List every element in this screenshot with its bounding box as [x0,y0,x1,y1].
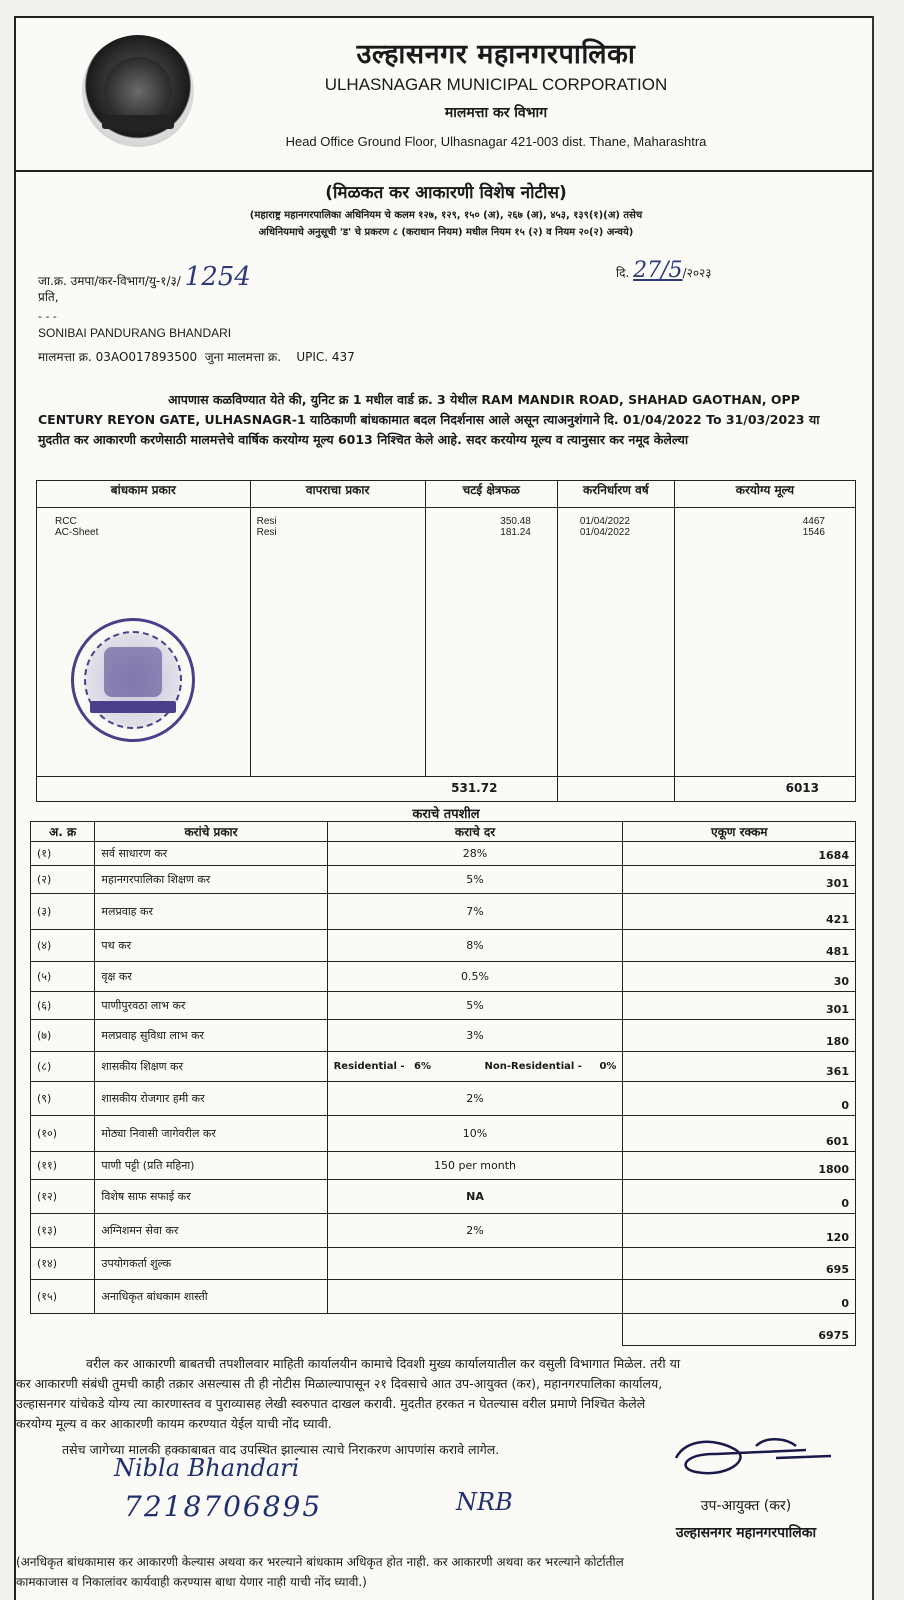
signature [656,1428,836,1488]
tax-row-type: विशेष साफ सफाई कर [95,1180,327,1214]
row-2-area: 181.24 [500,527,531,539]
tax-row-no: (१४) [31,1248,95,1280]
tax-row-amount: 0 [623,1180,856,1214]
tax-row-rate: 7% [327,894,623,930]
col-value: करयोग्य मूल्य [674,481,855,508]
owner-name: SONIBAI PANDURANG BHANDARI [38,326,232,340]
tax-row-amount: 0 [623,1280,856,1314]
ref-label: जा.क्र. उमपा/कर-विभाग/यु-१/३/ [38,274,181,288]
tax-row-amount: 1800 [623,1152,856,1180]
tax-row-rate: NA [327,1180,623,1214]
tax-row-no: (१३) [31,1214,95,1248]
old-property-label: जुना मालमत्ता क्र. [204,350,282,364]
intro-line-1: आपणास कळविण्यात येते की, युनिट क्र 1 मधील वार्ड क्र. 3 येथील RAM MANDIR ROAD, SHAHAD GAOTHAN, OPP [168,392,800,407]
notice-subtitle-2: अधिनियमाचे अनुसूची 'ड' चे प्रकरण ८ (कराधान नियम) मधील नियम १५ (२) व नियम २०(२) अन्वये) [258,227,634,238]
tax-col-no: अ. क्र [31,822,95,842]
row-2-construction: AC-Sheet [55,527,99,539]
row-1-year: 01/04/2022 [579,516,630,528]
tax-row-type: शासकीय शिक्षण कर [95,1052,327,1082]
tax-row-amount: 695 [623,1248,856,1280]
footer-line-1: वरील कर आकारणी बाबतची तपशीलवार माहिती कार्यालयीन कामाचे दिवशी मुख्य कार्यालयातील कर वसुली विभागात मिळेल. तरी या [86,1356,681,1371]
tax-table [30,821,856,1346]
footer-line-4: करयोग्य मूल्य व कर आकारणी कायम करण्यात येईल याची नोंद घ्यावी. [16,1416,332,1431]
edu-nonresidential-rate: 0% [599,1061,617,1072]
tax-row-no: (६) [31,992,95,1020]
tax-row-no: (७) [31,1020,95,1052]
tax-row-no: (१२) [31,1180,95,1214]
upic: UPIC. 437 [296,350,355,364]
tax-row-no: (११) [31,1152,95,1180]
tax-row-no: (१०) [31,1116,95,1152]
tax-row-type: महानगरपालिका शिक्षण कर [95,866,327,894]
tax-row-rate: 5% [327,992,623,1020]
col-usage: वापराचा प्रकार [250,481,425,508]
tax-row-rate: 8% [327,930,623,962]
total-value: 6013 [674,776,855,801]
total-area: 531.72 [425,776,557,801]
tax-row-type: पथ कर [95,930,327,962]
tax-row-rate: 10% [327,1116,623,1152]
office-address: Head Office Ground Floor, Ulhasnagar 421-003 dist. Thane, Maharashtra [285,134,707,149]
header-divider [16,170,872,172]
tax-row-amount: 301 [623,992,856,1020]
intro-line-2: CENTURY REYON GATE, ULHASNAGR-1 याठिकाणी बांधकामात बदल निदर्शनास आले असून त्याअनुशंगाने दि. 01/04/2022 To 31/03/2023 या [38,412,820,427]
tax-row-no: (९) [31,1082,95,1116]
tax-row-type: पाणी पट्टी (प्रति महिना) [95,1152,327,1180]
col-construction: बांधकाम प्रकार [37,481,251,508]
edu-residential-rate: 6% [414,1061,432,1072]
tax-row-amount: 421 [623,894,856,930]
tax-row-amount: 1684 [623,842,856,866]
row-2-usage: Resi [256,527,277,539]
tax-row-rate: 28% [327,842,623,866]
notice-subtitle-1: (महाराष्ट्र महानगरपालिका अधिनियम चे कलम १२७, १२९, १५० (अ), २६७ (अ), ४५३, १३९(१)(अ) तसेच [249,210,643,221]
tax-row-amount: 301 [623,866,856,894]
ref-number: 1254 [184,262,251,292]
tax-col-rate: कराचे दर [327,822,623,842]
handwritten-initials: NRB [456,1488,513,1516]
date-handwritten: 27/5 [633,258,683,283]
notice-sheet [14,16,874,1600]
tax-row-rate: 150 per month [327,1152,623,1180]
footer-line-3: उल्हासनगर यांचेकडे योग्य त्या कारणास्तव व पुराव्यासह लेखी स्वरुपात दाखल करावी. मुदतीत हरकत न घेतल्यास वरील प्रमाणे निश्चित केलेले [16,1396,646,1411]
tax-row-no: (१) [31,842,95,866]
row-2-year: 01/04/2022 [579,527,630,539]
note-line-2: कामकाजास व निकालांवर कार्यवाही करण्यास बाधा येणार नाही याची नोंद घ्यावी.) [16,1575,367,1589]
tax-row-amount: 0 [623,1082,856,1116]
notice-title: (मिळकत कर आकारणी विशेष नोटीस) [325,183,567,203]
col-year: करनिर्धारण वर्ष [557,481,674,508]
footer-line-2: कर आकारणी संबंधी तुमची काही तक्रार असल्यास ती ही नोटीस मिळाल्यापासून २१ दिवसाचे आत उप-आयुक्त (कर), महानगरपालिका कार्यालय, [16,1376,663,1391]
col-area: चटई क्षेत्रफळ [425,481,557,508]
note-line-1: (अनधिकृत बांधकामास कर आकारणी केल्यास अथवा कर भरल्याने बांधकाम अधिकृत होत नाही. कर आकारणी अथवा कर भरल्याने कोर्टातील [16,1555,624,1569]
tax-row-rate: 2% [327,1214,623,1248]
intro-line-3: मुदतीत कर आकारणी करणेसाठी मालमत्तेचे वार्षिक करयोग्य मूल्य 6013 निश्चित केले आहे. सदर करयोग्य मूल्य व त्यानुसार कर नमूद केलेल्या [38,432,689,447]
tax-row-type: वृक्ष कर [95,962,327,992]
tax-row-amount: 601 [623,1116,856,1152]
tax-row-amount: 120 [623,1214,856,1248]
tax-total: 6975 [623,1314,856,1346]
tax-row-type: मलप्रवाह कर [95,894,327,930]
tax-row-rate: 3% [327,1020,623,1052]
department: मालमत्ता कर विभाग [444,105,548,121]
tax-caption: कराचे तपशील [412,807,480,822]
handwritten-name: Nibla Bhandari [114,1454,300,1482]
property-label: मालमत्ता क्र. [38,350,92,364]
property-number: 03AO017893500 [95,350,198,364]
tax-row-type: सर्व साधारण कर [95,842,327,866]
row-1-construction: RCC [55,516,77,528]
tax-row-type: पाणीपुरवठा लाभ कर [95,992,327,1020]
signatory-org: उल्हासनगर महानगरपालिका [675,1525,817,1541]
tax-row-amount: 30 [623,962,856,992]
row-1-usage: Resi [256,516,277,528]
date-year: /२०२३ [682,266,712,280]
tax-row-type: मलप्रवाह सुविधा लाभ कर [95,1020,327,1052]
tax-row-no: (५) [31,962,95,992]
tax-row-no: (२) [31,866,95,894]
edu-nonresidential-label: Non-Residential - [484,1061,582,1072]
dashes: - - - [38,310,57,323]
tax-row-rate: 2% [327,1082,623,1116]
tax-row-rate [327,1248,623,1280]
handwritten-phone: 7218706895 [124,1490,323,1523]
prati: प्रति, [38,290,59,304]
tax-row-rate: 5% [327,866,623,894]
row-2-value: 1546 [802,527,825,539]
official-stamp [71,618,195,742]
tax-row-no: (१५) [31,1280,95,1314]
title-english: ULHASNAGAR MUNICIPAL CORPORATION [324,75,668,94]
footer-para-2: तसेच जागेच्या मालकी हक्काबाबत वाद उपस्थित झाल्यास त्याचे निराकरण आपणांस करावे लागेल. [62,1442,500,1457]
tax-row-type: मोठ्या निवासी जागेवरील कर [95,1116,327,1152]
tax-row-amount: 180 [623,1020,856,1052]
title-marathi: उल्हासनगर महानगरपालिका [356,39,636,70]
tax-row-type: शासकीय रोजगार हमी कर [95,1082,327,1116]
row-1-value: 4467 [802,516,825,528]
tax-row-rate: 0.5% [327,962,623,992]
tax-row-amount: 361 [623,1052,856,1082]
tax-row-no: (८) [31,1052,95,1082]
tax-col-amount: एकूण रक्कम [623,822,856,842]
tax-row-type: अग्निशमन सेवा कर [95,1214,327,1248]
edu-residential-label: Residential - [333,1061,405,1072]
tax-row-type: उपयोगकर्ता शुल्क [95,1248,327,1280]
signatory-title: उप-आयुक्त (कर) [700,1498,792,1514]
tax-row-rate [327,1280,623,1314]
tax-row-amount: 481 [623,930,856,962]
tax-col-type: करांचे प्रकार [95,822,327,842]
row-1-area: 350.48 [500,516,531,528]
tax-row-no: (३) [31,894,95,930]
tax-row-type: अनाधिकृत बांधकाम शास्ती [95,1280,327,1314]
tax-row-no: (४) [31,930,95,962]
date-label: दि. [616,266,630,280]
corporation-logo [82,35,194,147]
